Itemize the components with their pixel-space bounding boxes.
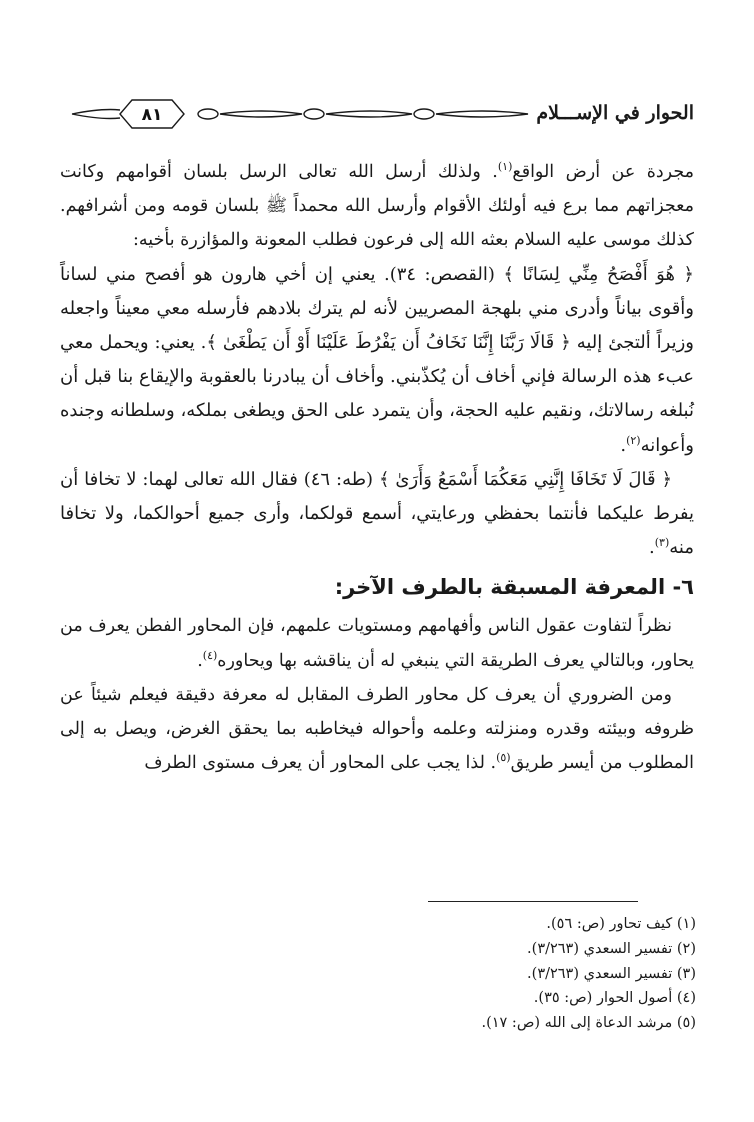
paragraph-text: ﴿ قَالَ لَا تَخَافَا إِنَّنِي مَعَكُمَا أَسْمَعُ وَأَرَىٰ ﴾ (طه: ٤٦) فقال الله تعالى لهما: لا تخافا أن يفرط عليكما فأنتما بحفظي ورعايتي، أسمع قولكما، وأرى جميع أحوالكما، ولا تخافا منه xyxy=(60,468,694,559)
footnote-ref: (٤) xyxy=(202,648,218,662)
ornament-oval xyxy=(304,109,324,119)
footnote-ref: (١) xyxy=(497,160,513,174)
footnote-divider xyxy=(428,901,638,902)
paragraph-text: . لذا يجب على المحاور أن يعرف مستوى الطرف xyxy=(144,753,497,774)
footnotes-list xyxy=(96,912,696,1036)
main-text xyxy=(60,155,694,780)
footnote-ref: (٣) xyxy=(654,536,670,550)
footnote: (٢) تفسير السعدي (٣/٢٦٣). xyxy=(527,940,696,957)
footnote: (٣) تفسير السعدي (٣/٢٦٣). xyxy=(527,965,696,982)
paragraph-text: . ولذلك أرسل الله تعالى الرسل بلسان أقوامهم وكانت معجزاتهم مما برع فيه أولئك الأقوام وأرسل الله محمداً ﷺ بلسان قومه ومن أشرافهم. كذلك موسى عليه السلام بعثه الله إلى فرعون فطلب المعونة والمؤازرة بأخيه: xyxy=(60,162,694,251)
ornament-oval xyxy=(414,109,434,119)
paragraph xyxy=(60,678,694,781)
page-number: ٨١ xyxy=(141,105,163,125)
ornament-oval xyxy=(198,109,218,119)
ornament-line xyxy=(72,110,120,115)
header-ornament xyxy=(62,88,532,140)
paragraph-text: ومن الضروري أن يعرف كل محاور الطرف المقابل له معرفة دقيقة فيعلم شيئاً عن ظروفه وبيئته وقدره ومنزلته وعلمه وأحواله فيخاطبه بما يحقق الغرض، ويصل به إلى المطلوب من أيسر طريق xyxy=(60,684,694,774)
paragraph xyxy=(60,463,694,566)
paragraph xyxy=(60,155,694,258)
section-heading: ٦- المعرفة المسبقة بالطرف الآخر: xyxy=(334,575,694,600)
page-header xyxy=(62,88,694,140)
ornament-line xyxy=(326,111,412,117)
paragraph-text: ﴿ هُوَ أَفْصَحُ مِنِّي لِسَانًا ﴾ (القصص: ٣٤). يعني إن أخي هارون هو أفصح مني لساناً وأقوى بياناً وأدرى مني بلهجة المصريين لأنه لم يترك بلادهم فأرسله معي معيناً واجعله وزيراً ألتجئ إليه ﴿ قَالَا رَبَّنَا إِنَّنَا نَخَافُ أَن يَفْرُطَ عَلَيْنَا أَوْ أَن يَطْغَىٰ ﴾. يعني: ويحمل معي عبء هذه الرسالة فإني أخاف أن يُكذّبني. وأخاف أن يبادرنا بالعقوبة والإيقاع بنا قبل أن نُبلغه رسالاتك، ونقيم عليه الحجة، وأن يتمرد على الحق ويطغى بملكه، وسلطانه وجنده وأعوانه xyxy=(60,263,694,456)
paragraph-text: . xyxy=(649,537,655,559)
footnote-ref: (٥) xyxy=(496,751,511,765)
paragraph xyxy=(60,609,694,677)
ornament-line xyxy=(72,114,120,119)
paragraph-text: نظراً لتفاوت عقول الناس وأفهامهم ومستويات علمهم، فإن المحاور الفطن يعرف من يحاور، وبالتالي يعرف الطريقة التي ينبغي له أن يناقشه بها ويحاوره xyxy=(60,616,694,671)
paragraph-text: . xyxy=(620,434,627,456)
paragraph-text: مجردة عن أرض الواقع xyxy=(512,162,694,182)
header-title: الحوار في الإســـلام xyxy=(536,102,694,124)
ornament-line xyxy=(436,111,528,117)
paragraph xyxy=(60,258,694,463)
paragraph-text: . xyxy=(197,650,203,671)
footnote: (٤) أصول الحوار (ص: ٣٥). xyxy=(533,990,696,1007)
footnote: (٥) مرشد الدعاة إلى الله (ص: ١٧). xyxy=(481,1015,696,1032)
footnote-ref: (٢) xyxy=(626,433,641,447)
footnote: (١) كيف تحاور (ص: ٥٦). xyxy=(546,916,696,932)
ornament-line xyxy=(220,111,302,117)
